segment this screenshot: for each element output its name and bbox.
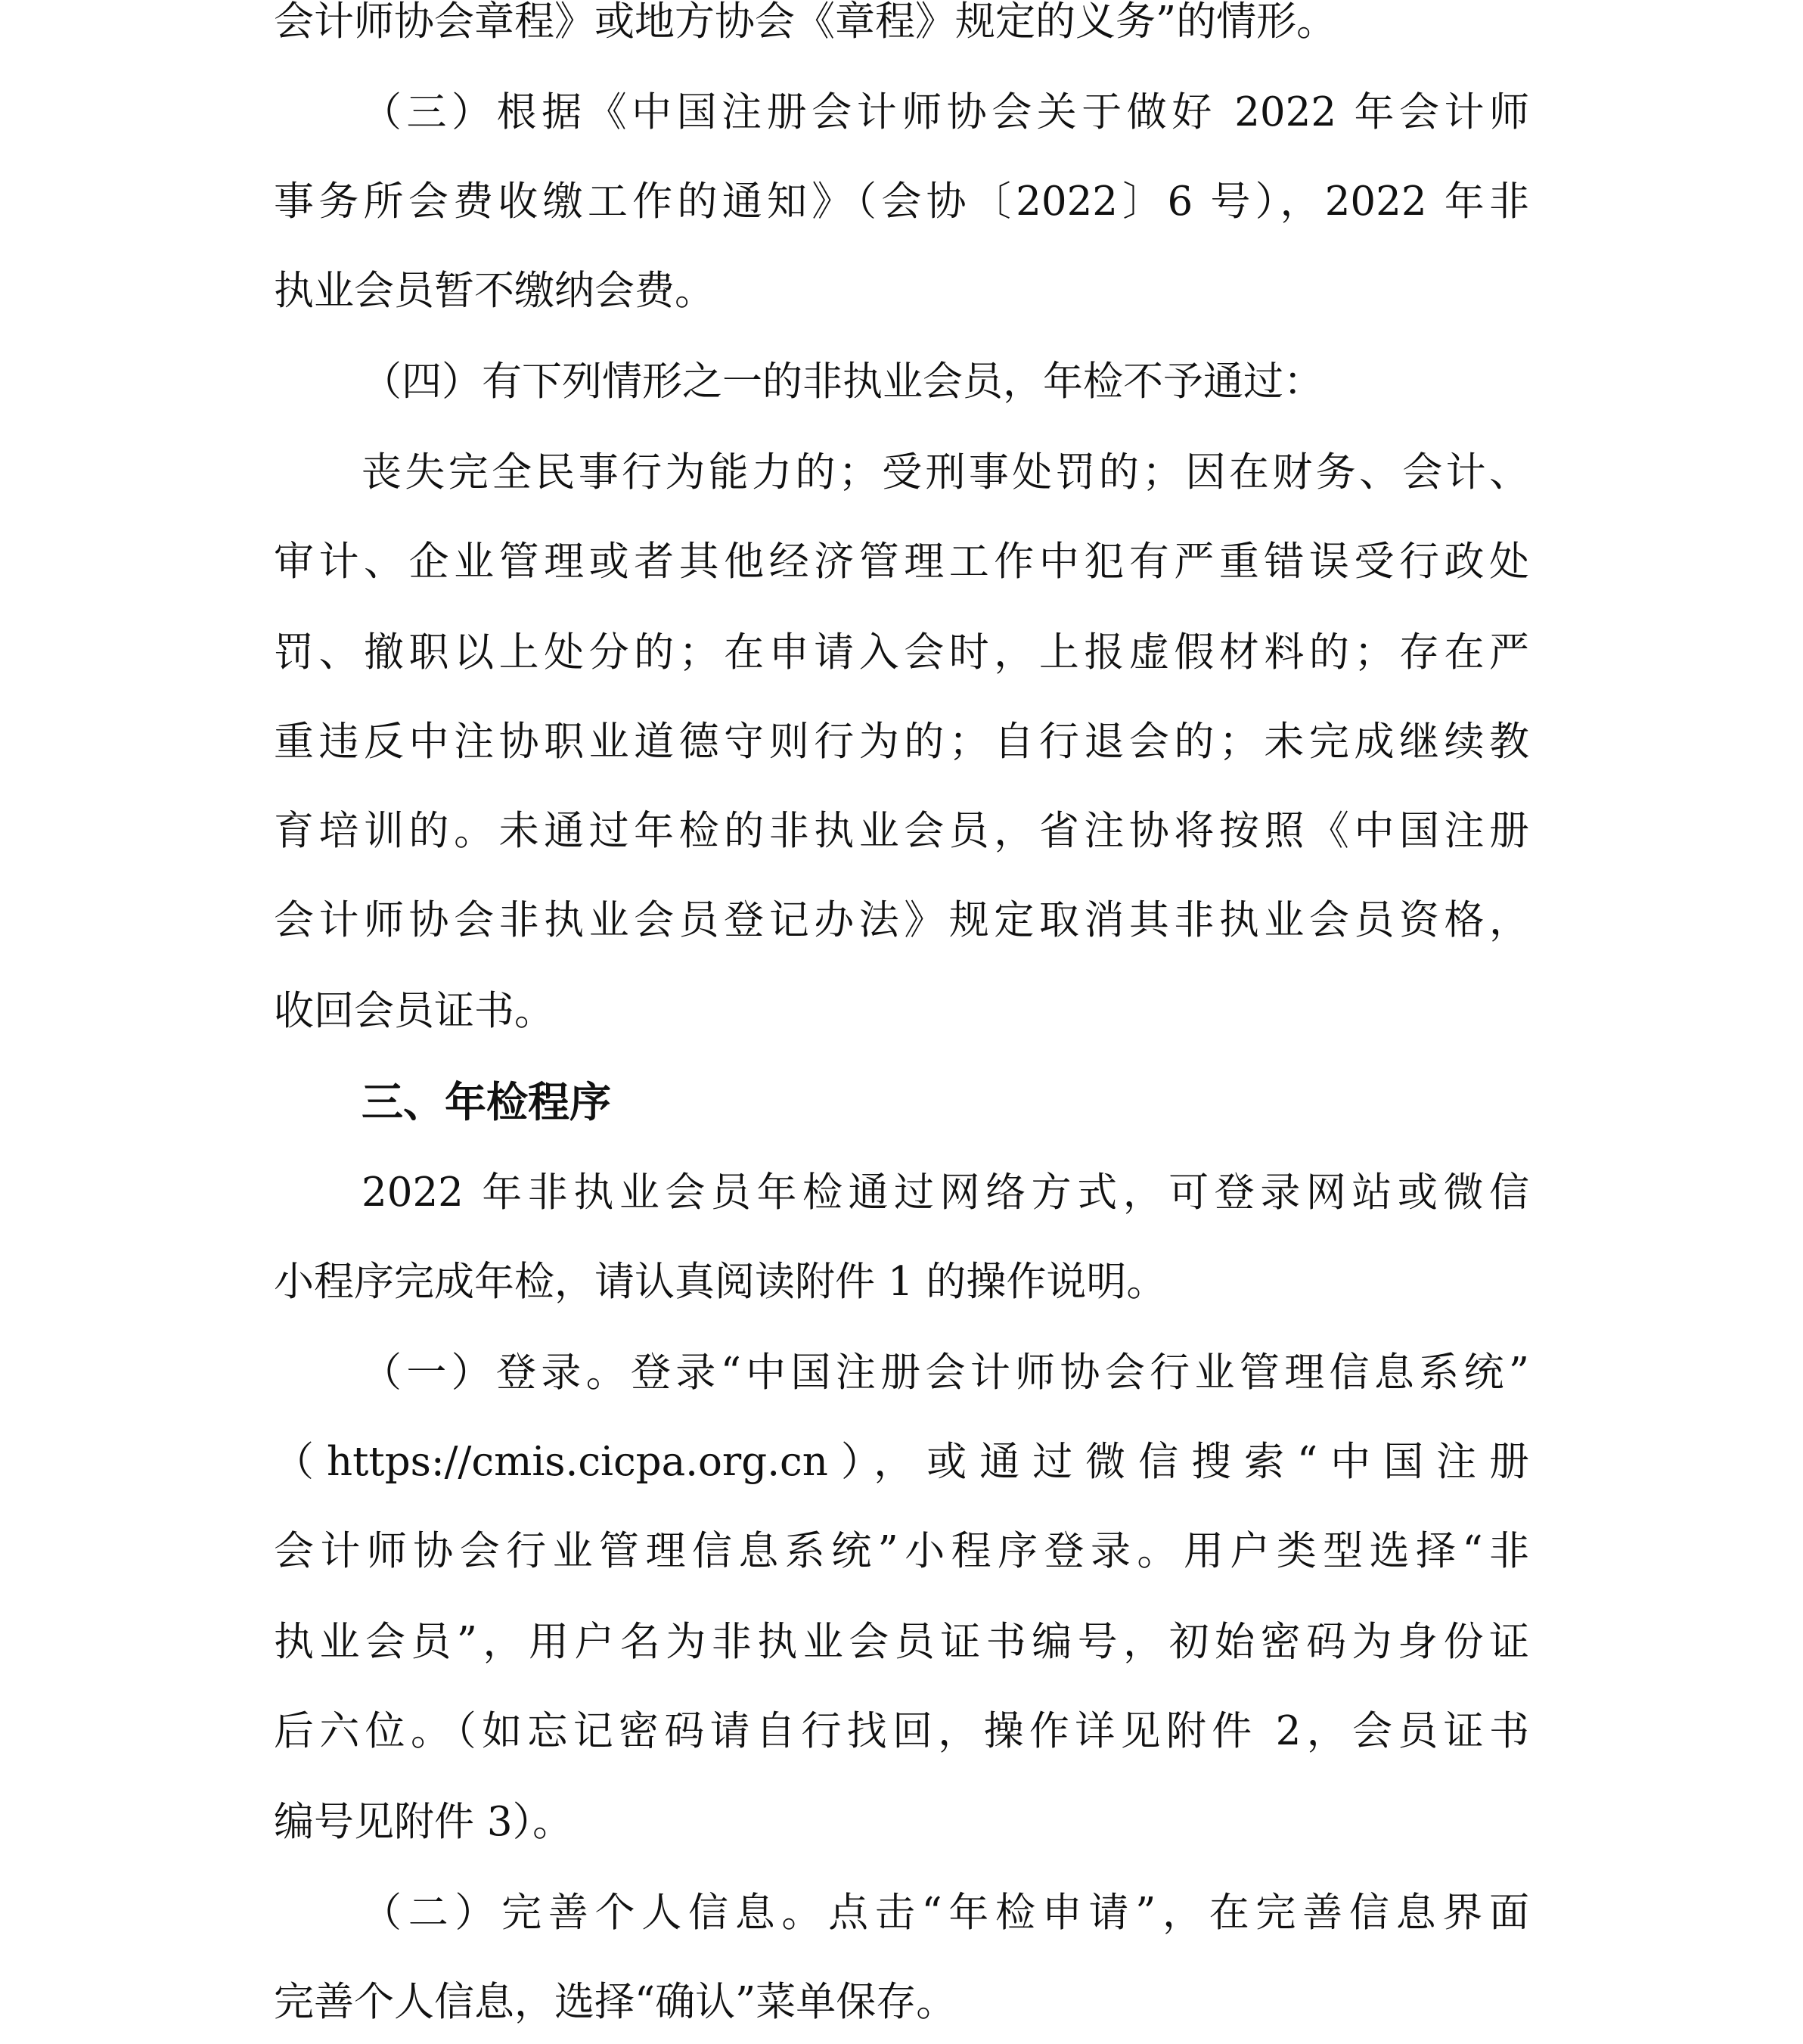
paragraph-line: 事务所会费收缴工作的通知》（会协〔2022〕6 号），2022 年非 [274, 179, 1529, 225]
paragraph-line: 罚、撤职以上处分的；在申请入会时，上报虚假材料的；存在严 [274, 629, 1529, 676]
paragraph-line: 完善个人信息，选择“确认”菜单保存。 [274, 1979, 957, 2025]
paragraph-line: （二）完善个人信息。点击“年检申请”，在完善信息界面 [362, 1890, 1529, 1936]
paragraph-line: 执业会员”，用户名为非执业会员证书编号，初始密码为身份证 [274, 1619, 1529, 1665]
paragraph-line: 会计师协会非执业会员登记办法》规定取消其非执业会员资格， [274, 897, 1529, 943]
paragraph-line: 2022 年非执业会员年检通过网络方式，可登录网站或微信 [362, 1170, 1529, 1216]
paragraph-line: 丧失完全民事行为能力的；受刑事处罚的；因在财务、会计、 [362, 449, 1529, 495]
paragraph-line: 编号见附件 3）。 [274, 1799, 573, 1845]
paragraph-line: 小程序完成年检，请认真阅读附件 1 的操作说明。 [274, 1259, 1167, 1305]
paragraph-line: 会计师协会章程》或地方协会《章程》规定的义务”的情形。 [274, 0, 1337, 45]
paragraph-line: 审计、企业管理或者其他经济管理工作中犯有严重错误受行政处 [274, 539, 1529, 585]
section-heading: 三、年检程序 [362, 1078, 612, 1126]
paragraph-line: （三）根据《中国注册会计师协会关于做好 2022 年会计师 [362, 89, 1529, 135]
paragraph-line: （一）登录。登录“中国注册会计师协会行业管理信息系统” [362, 1350, 1529, 1396]
paragraph-line: 执业会员暂不缴纳会费。 [274, 268, 715, 314]
paragraph-line: （四）有下列情形之一的非执业会员，年检不予通过： [362, 359, 1324, 405]
paragraph-line: （https://cmis.cicpa.org.cn），或通过微信搜索“中国注册 [274, 1439, 1529, 1485]
paragraph-line: 后六位。（如忘记密码请自行找回，操作详见附件 2，会员证书 [274, 1708, 1529, 1754]
paragraph-line: 收回会员证书。 [274, 988, 554, 1034]
paragraph-line: 重违反中注协职业道德守则行为的；自行退会的；未完成继续教 [274, 719, 1529, 765]
paragraph-line: 会计师协会行业管理信息系统”小程序登录。用户类型选择“非 [274, 1528, 1529, 1574]
paragraph-line: 育培训的。未通过年检的非执业会员，省注协将按照《中国注册 [274, 808, 1529, 854]
